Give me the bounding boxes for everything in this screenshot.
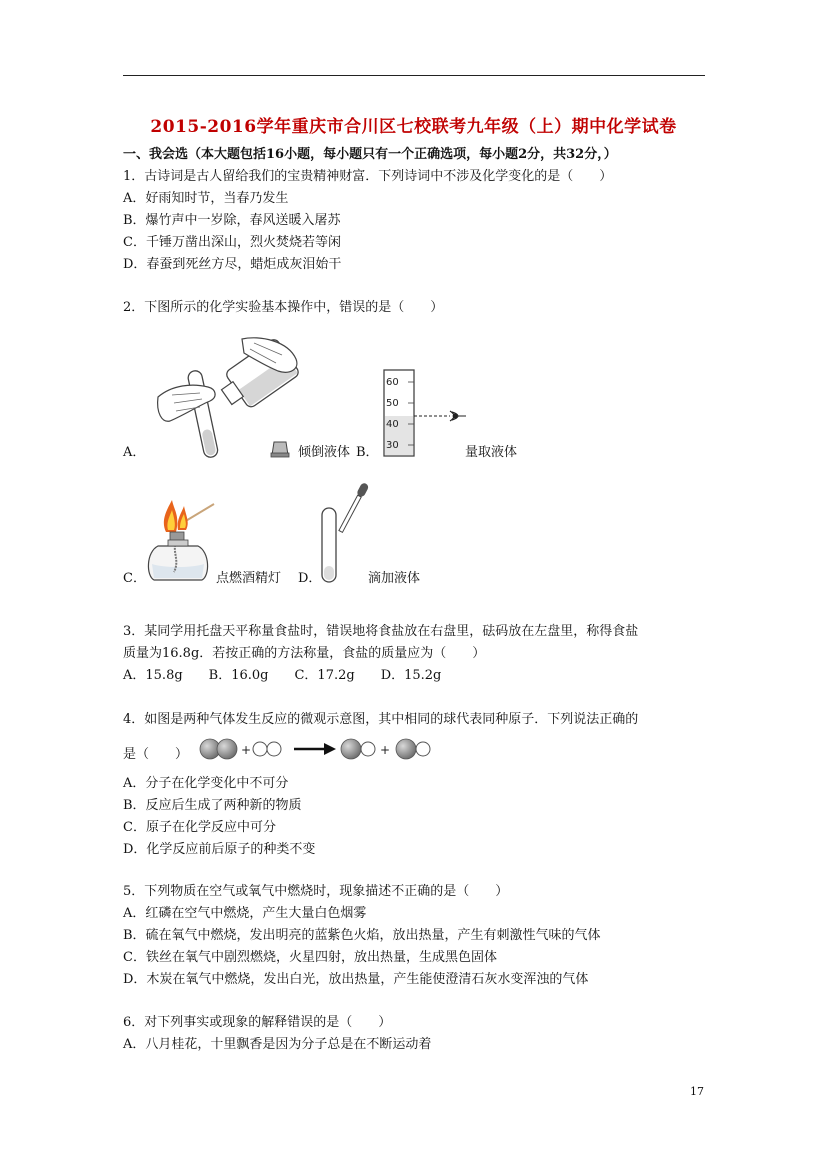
q1-option-d: D．春蚕到死丝方尽，蜡炬成灰泪始干 <box>123 257 342 272</box>
q2-option-b-label: 量取液体 <box>465 445 518 460</box>
q2-option-d-letter: D． <box>298 571 322 586</box>
tick-40: 40 <box>386 419 399 430</box>
q6-option-a: A．八月桂花，十里飘香是因为分子总是在不断运动着 <box>123 1037 432 1052</box>
light-atom-icon <box>253 742 267 756</box>
dark-atom-icon <box>396 739 416 759</box>
q3-stem-line2: 质量为16.8g．若按正确的方法称量，食盐的质量应为（ ） <box>123 646 486 661</box>
q3-stem-line1: 3．某同学用托盘天平称量食盐时，错误地将食盐放在右盘里，砝码放在左盘里，称得食盐 <box>123 624 639 639</box>
dark-atom-icon <box>341 739 361 759</box>
dark-atom-icon <box>217 739 237 759</box>
q6-stem: 6．对下列事实或现象的解释错误的是（ ） <box>123 1015 392 1030</box>
q2-option-a-label: 倾倒液体 <box>298 445 351 460</box>
section-heading: 一、我会选（本大题包括16小题，每小题只有一个正确选项，每小题2分，共32分，） <box>123 147 617 162</box>
q4-option-b: B．反应后生成了两种新的物质 <box>123 798 302 813</box>
tick-60: 60 <box>386 377 399 388</box>
q5-option-d: D．木炭在氧气中燃烧，发出白光，放出热量，产生能使澄清石灰水变浑浊的气体 <box>123 972 589 987</box>
header-rule <box>123 75 705 76</box>
q5-option-b: B．硫在氧气中燃烧，发出明亮的蓝紫色火焰，放出热量，产生有刺激性气味的气体 <box>123 928 601 943</box>
q1-option-c: C．千锤万凿出深山，烈火焚烧若等闲 <box>123 235 341 250</box>
q4-option-a: A．分子在化学变化中不可分 <box>123 776 289 791</box>
q4-option-d: D．化学反应前后原子的种类不变 <box>123 842 316 857</box>
q2-option-c-letter: C． <box>123 571 146 586</box>
plus-sign: + <box>241 743 252 757</box>
q2-option-b-letter: B． <box>356 445 379 460</box>
q4-option-c: C．原子在化学反应中可分 <box>123 820 276 835</box>
q1-option-b: B．爆竹声中一岁除，春风送暖入屠苏 <box>123 213 341 228</box>
plus-sign: + <box>380 743 391 757</box>
tick-50: 50 <box>386 398 399 409</box>
q5-stem: 5．下列物质在空气或氧气中燃烧时，现象描述不正确的是（ ） <box>123 884 509 899</box>
q3-options: A．15.8g B．16.0g C．17.2g D．15.2g <box>123 668 442 683</box>
graduated-cylinder-figure <box>378 368 470 460</box>
page-title: 2015-2016学年重庆市合川区七校联考九年级（上）期中化学试卷 <box>150 117 677 137</box>
light-atom-icon <box>267 742 281 756</box>
alcohol-lamp-figure <box>144 494 220 586</box>
dropper-figure <box>318 478 370 586</box>
q2-option-c-label: 点燃酒精灯 <box>216 571 282 586</box>
light-atom-icon <box>361 742 375 756</box>
tick-30: 30 <box>386 440 399 451</box>
q2-stem: 2．下图所示的化学实验基本操作中，错误的是（ ） <box>123 300 444 315</box>
page-number: 17 <box>690 1085 704 1098</box>
q1-stem: 1．古诗词是古人留给我们的宝贵精神财富．下列诗词中不涉及化学变化的是（ ） <box>123 169 613 184</box>
light-atom-icon <box>416 742 430 756</box>
q4-stem-line2: 是（ ） <box>123 747 189 762</box>
q5-option-a: A．红磷在空气中燃烧，产生大量白色烟雾 <box>123 906 367 921</box>
q1-option-a: A．好雨知时节，当春乃发生 <box>123 191 289 206</box>
q2-option-a-letter: A． <box>123 445 146 460</box>
q5-option-c: C．铁丝在氧气中剧烈燃烧，火星四射，放出热量，生成黑色固体 <box>123 950 497 965</box>
stopper-icon <box>270 440 290 458</box>
q4-stem-line1: 4．如图是两种气体发生反应的微观示意图，其中相同的球代表同种原子．下列说法正确的 <box>123 712 639 727</box>
q2-option-d-label: 滴加液体 <box>368 571 421 586</box>
reaction-diagram <box>198 735 438 763</box>
